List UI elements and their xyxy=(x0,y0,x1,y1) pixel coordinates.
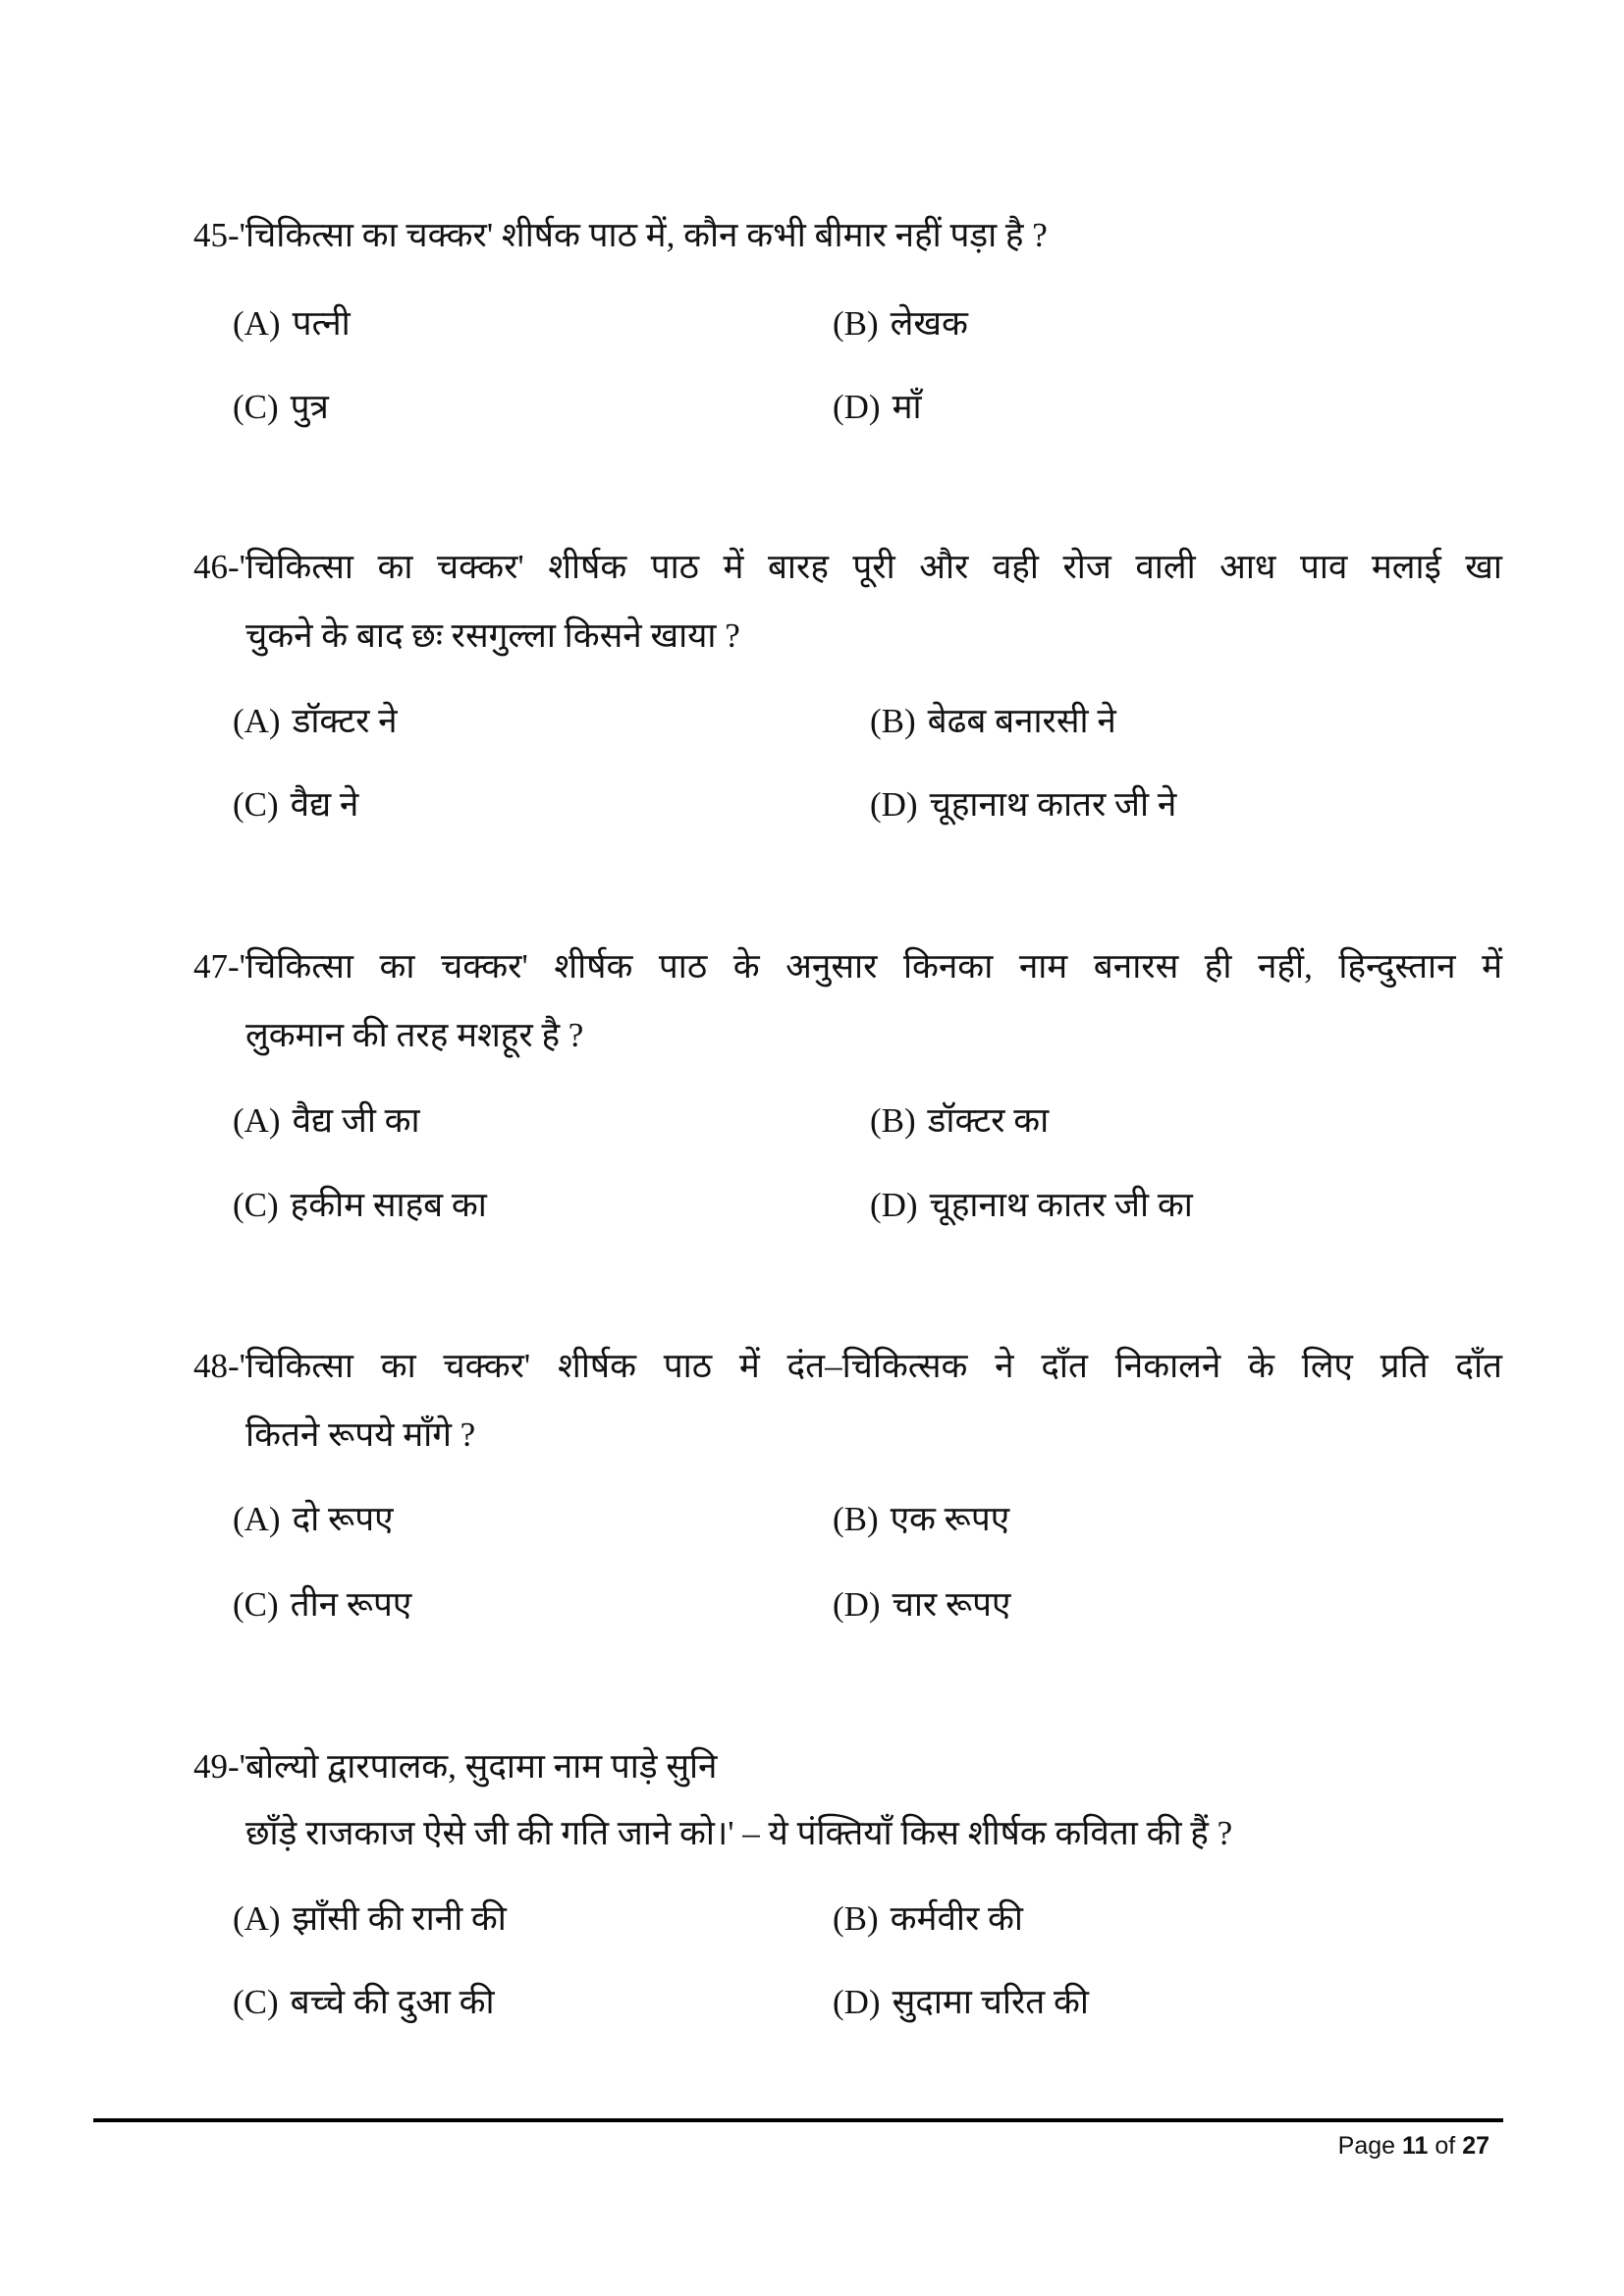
question-text: 'चिकित्सा का चक्कर' शीर्षक पाठ में दंत–चिकित्सक ने दाँत निकालने के लिए प्रति दाँत xyxy=(239,1347,1502,1385)
page-number: Page 11 of 27 xyxy=(1337,2132,1489,2160)
question-47-line-2: लुकमान की तरह मशहूर है ? xyxy=(245,1016,584,1054)
question-47-option-d: (D) चूहानाथ कातर जी का xyxy=(870,1186,1193,1224)
question-49-line-2: छाँड़े राजकाज ऐसे जी की गति जाने को।' – ये पंक्तियाँ किस शीर्षक कविता की हैं ? xyxy=(245,1814,1233,1852)
total-pages: 27 xyxy=(1462,2132,1489,2160)
question-46-option-d: (D) चूहानाथ कातर जी ने xyxy=(870,785,1177,824)
footer-divider xyxy=(93,2118,1503,2122)
question-45-option-b: (B) लेखक xyxy=(833,304,968,343)
question-48-option-c: (C) तीन रूपए xyxy=(233,1585,412,1624)
question-46-option-a: (A) डॉक्टर ने xyxy=(233,702,398,740)
question-46-line-2: चुकने के बाद छः रसगुल्ला किसने खाया ? xyxy=(245,616,740,655)
question-45-option-c: (C) पुत्र xyxy=(233,388,329,426)
question-49-option-a: (A) झाँसी की रानी की xyxy=(233,1899,507,1938)
question-48-option-a: (A) दो रूपए xyxy=(233,1500,394,1538)
question-46-option-c: (C) वैद्य ने xyxy=(233,785,359,824)
question-number: 48- xyxy=(193,1347,240,1385)
question-text: 'चिकित्सा का चक्कर' शीर्षक पाठ में, कौन कभी बीमार नहीं पड़ा है ? xyxy=(239,216,1048,254)
question-49-line-1 xyxy=(193,1745,1502,1789)
question-number: 47- xyxy=(193,947,240,986)
question-48-option-b: (B) एक रूपए xyxy=(833,1500,1010,1538)
question-45-option-d: (D) माँ xyxy=(833,388,922,426)
question-49-option-d: (D) सुदामा चरित की xyxy=(833,1983,1089,2021)
question-text: 'चिकित्सा का चक्कर' शीर्षक पाठ में बारह पूरी और वही रोज वाली आध पाव मलाई खा xyxy=(239,548,1502,586)
question-number: 49- xyxy=(193,1747,240,1786)
question-45-line-1 xyxy=(193,214,1502,257)
question-number: 46- xyxy=(193,548,240,586)
question-47-option-c: (C) हकीम साहब का xyxy=(233,1186,487,1224)
question-48-option-d: (D) चार रूपए xyxy=(833,1585,1011,1624)
question-46-option-b: (B) बेढब बनारसी ने xyxy=(870,702,1116,740)
question-text: 'चिकित्सा का चक्कर' शीर्षक पाठ के अनुसार किनका नाम बनारस ही नहीं, हिन्दुस्तान में xyxy=(239,947,1502,986)
question-47-option-b: (B) डॉक्टर का xyxy=(870,1101,1050,1140)
question-46-line-1 xyxy=(193,546,1502,589)
question-48-line-2: कितने रूपये माँगे ? xyxy=(245,1415,476,1454)
question-47-line-1 xyxy=(193,945,1502,988)
question-47-option-a: (A) वैद्य जी का xyxy=(233,1101,420,1140)
question-number: 45- xyxy=(193,216,240,254)
question-text: 'बोल्यो द्वारपालक, सुदामा नाम पाड़े सुनि xyxy=(239,1747,718,1786)
question-49-option-b: (B) कर्मवीर की xyxy=(833,1899,1024,1938)
question-48-line-1 xyxy=(193,1345,1502,1388)
current-page: 11 xyxy=(1401,2132,1429,2160)
question-45-option-a: (A) पत्नी xyxy=(233,304,351,343)
question-49-option-c: (C) बच्चे की दुआ की xyxy=(233,1983,495,2021)
